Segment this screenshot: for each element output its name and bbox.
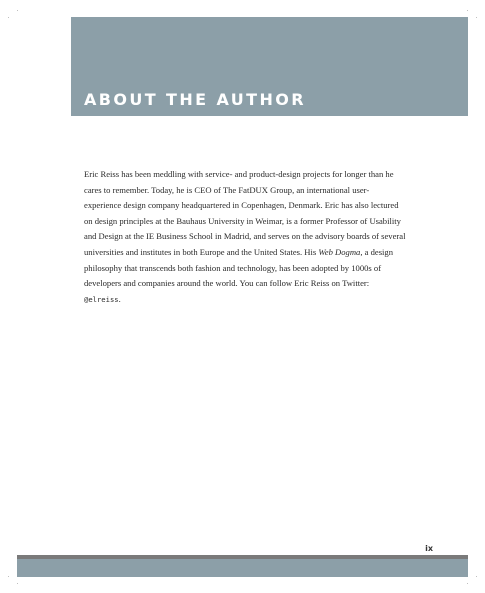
crop-mark-top-right <box>467 10 468 11</box>
footer-band <box>17 559 468 577</box>
page-number: ix <box>425 544 433 553</box>
bio-text-closing: . <box>118 293 121 304</box>
page-title: ABOUT THE AUTHOR <box>84 90 306 109</box>
bio-text-intro: Eric Reiss has been meddling with service- and product-design projects for longer than he cares to remember. Today, he is CEO of The FatDUX Group, an international user-experience design company headquartered in Copenhagen, Denmark. Eric has also lectured on design principles at the Bauhaus University in Weimar, is a former Professor of Usability and Design at the IE Business School in Madrid, and serves on the advisory boards of several universities and institutes in both Europe and the United States. His <box>84 169 406 257</box>
crop-mark-bottom-left <box>17 583 18 584</box>
twitter-handle: @elreiss <box>84 294 119 304</box>
crop-mark-bottom-right <box>467 583 468 584</box>
bio-text-continued: , a design philosophy that transcends both fashion and technology, has been adopted by 1000s of developers and companies around the world. You can follow Eric Reiss on Twitter: <box>84 246 394 289</box>
crop-mark-right-top <box>476 17 477 18</box>
crop-mark-left-top <box>8 17 9 18</box>
crop-mark-right-bottom <box>476 576 477 577</box>
author-bio <box>84 167 406 307</box>
crop-mark-left-bottom <box>8 576 9 577</box>
book-title: Web Dogma <box>318 246 361 257</box>
crop-mark-top-left <box>17 10 18 11</box>
